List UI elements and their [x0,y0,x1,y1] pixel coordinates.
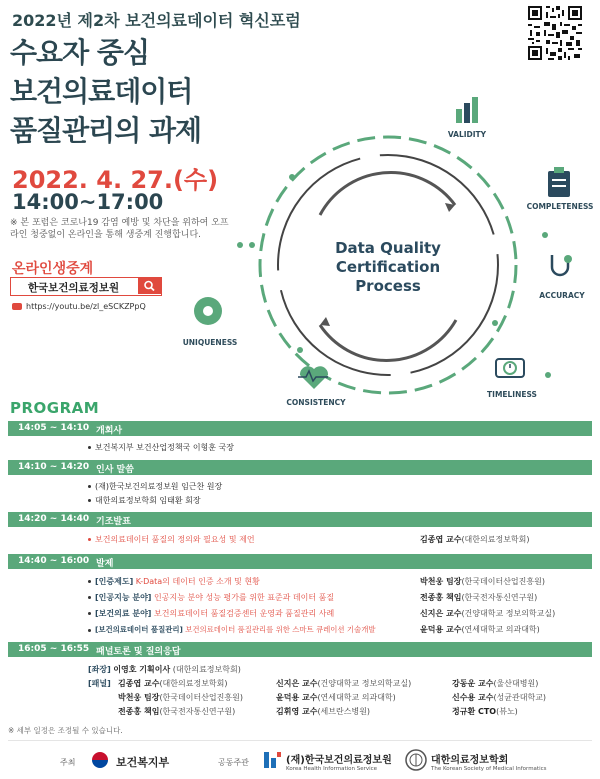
session-label: 발제 [96,559,114,569]
co-host-org-1-en: Korea Health Information Service [286,766,378,772]
session-label: 패널토론 및 질의응답 [96,647,181,657]
panelist: 전종홍 책임(한국전자통신연구원) [118,707,236,716]
uniqueness-label: UNIQUENESS [182,338,238,347]
talk-speaker: 전종홍 책임(한국전자통신연구원) [420,593,538,602]
live-stream-title: 온라인생중계 [12,261,94,277]
search-button[interactable] [138,278,161,294]
qr-code[interactable] [526,4,584,62]
accuracy-label: ACCURACY [539,291,585,300]
talk-item: [보건의료 분야] 보건의료데이터 품질검증센터 운영과 품질관리 사례 [88,608,334,619]
session-time: 14:40 ~ 16:00 [18,556,90,566]
session-label: 개회사 [96,426,123,436]
session-time: 14:05 ~ 14:10 [18,423,90,433]
arrow-bottom-head [320,317,330,326]
talk-item: [인증제도] K-Data의 데이터 인증 소개 및 현황 [88,576,260,587]
program-title: PROGRAM [10,399,100,417]
keynote-topic: 보건의료데이터 품질의 정의와 필요성 및 제언 [88,534,255,545]
host-org: 보건복지부 [116,756,170,769]
panelist: 김종엽 교수(대한의료정보학회) [118,679,228,688]
session-bar-greeting [8,460,592,475]
session-time: 14:20 ~ 14:40 [18,514,90,524]
title-line-2: 보건의료데이터 [10,75,193,108]
arrow-bottom [320,320,456,360]
online-notice: ※ 본 포럼은 코로나19 감염 예방 및 차단을 위하여 오프라인 청중없이 온라인을 통해 생중계 진행합니다. [10,218,229,240]
event-date: 2022. 4. 27.(수) [12,166,219,194]
youtube-link[interactable] [12,302,146,311]
center-line-2: Certification [335,258,441,276]
search-input[interactable] [10,277,162,296]
taegeuk-logo-icon [90,750,110,770]
deco-dot [249,242,255,248]
session-bar-keynote [8,512,592,527]
list-item: 대한의료정보학회 임태환 회장 [88,495,201,506]
title-line-1: 수요자 중심 [10,36,149,69]
chair-item: [좌장] 이영호 기획이사 (대한의료정보학회) [88,665,241,674]
search-icon [138,278,161,294]
khis-logo-icon [262,750,282,770]
clock-icon [496,359,524,377]
panelist: 신지은 교수(건양대학교 정보의학교실) [276,679,412,688]
talk-item: [인공지능 분야] 인공지능 분야 성능 평가를 위한 표준과 데이터 품질 [88,592,334,603]
panelist: 박천웅 팀장(한국데이터산업진흥원) [118,693,243,702]
session-bar-presentation [8,554,592,569]
panelist: 김휘영 교수(세브란스병원) [276,707,371,716]
validity-icon [456,97,478,123]
ksmi-seal-icon [405,749,427,771]
forum-subtitle: 2022년 제2차 보건의료데이터 혁신포럼 [12,11,301,30]
deco-dot [297,347,303,353]
youtube-icon [12,303,22,310]
co-host-org-2: 대한의료정보학회 [431,755,509,766]
timeliness-label: TIMELINESS [487,390,537,399]
talk-item: [보건의료데이터 품질관리] 보건의료데이터 품질관리를 위한 스마트 큐레이션 기술개발 [88,624,375,635]
completeness-label: COMPLETENESS [526,202,594,211]
deco-dot [542,232,548,238]
session-label: 인사 말씀 [96,465,134,475]
deco-dot [289,174,295,180]
center-line-1: Data Quality [335,239,441,257]
session-bar-opening [8,421,592,436]
clipboard-icon [548,167,570,197]
deco-dot [492,320,498,326]
co-host-label: 공동주관 [218,758,249,767]
gear-head-icon [194,297,222,325]
keynote-speaker: 김종엽 교수(대한의료정보학회) [420,535,530,544]
center-line-3: Process [355,277,421,295]
list-item: 보건복지부 보건산업정책국 이형훈 국장 [88,442,234,453]
panelist: 강동운 교수(울산대병원) [452,679,539,688]
talk-speaker: 신지은 교수(건양대학교 정보의학교실) [420,609,556,618]
talk-speaker: 윤덕용 교수(연세대학교 의과대학) [420,625,540,634]
arrow-top [320,173,455,215]
validity-label: VALIDITY [447,130,487,139]
deco-dot [237,242,243,248]
heartbeat-icon [298,366,328,389]
search-text: 한국보건의료정보원 [27,282,120,294]
panelist: 정규환 CTO(뷰노) [452,707,518,716]
schedule-note: ※ 세부 일정은 조정될 수 있습니다. [8,726,123,735]
panelist: 윤덕용 교수(연세대학교 의과대학) [276,693,396,702]
host-label: 주최 [60,758,76,767]
footer-divider [8,740,592,741]
data-quality-diagram [170,95,600,415]
session-label: 기조발표 [96,517,131,527]
title-line-3: 품질관리의 과제 [10,114,202,147]
event-time: 14:00~17:00 [12,190,164,214]
talk-speaker: 박천웅 팀장(한국데이터산업진흥원) [420,577,545,586]
co-host-org-2-en: The Korean Society of Medical Informatics [431,766,547,772]
stethoscope-icon [552,255,572,275]
panelist: 신수용 교수(성균관대학교) [452,693,547,702]
consistency-label: CONSISTENCY [286,398,346,407]
deco-dot [545,372,551,378]
youtube-url: https://youtu.be/zl_eSCKZPpQ [26,302,146,311]
session-time: 14:10 ~ 14:20 [18,462,90,472]
session-bar-panel [8,642,592,657]
list-item: (재)한국보건의료정보원 임근찬 원장 [88,481,222,492]
session-time: 16:05 ~ 16:55 [18,644,90,654]
co-host-org-1: (재)한국보건의료정보원 [286,755,392,766]
panel-tag: [패널] [88,679,111,688]
